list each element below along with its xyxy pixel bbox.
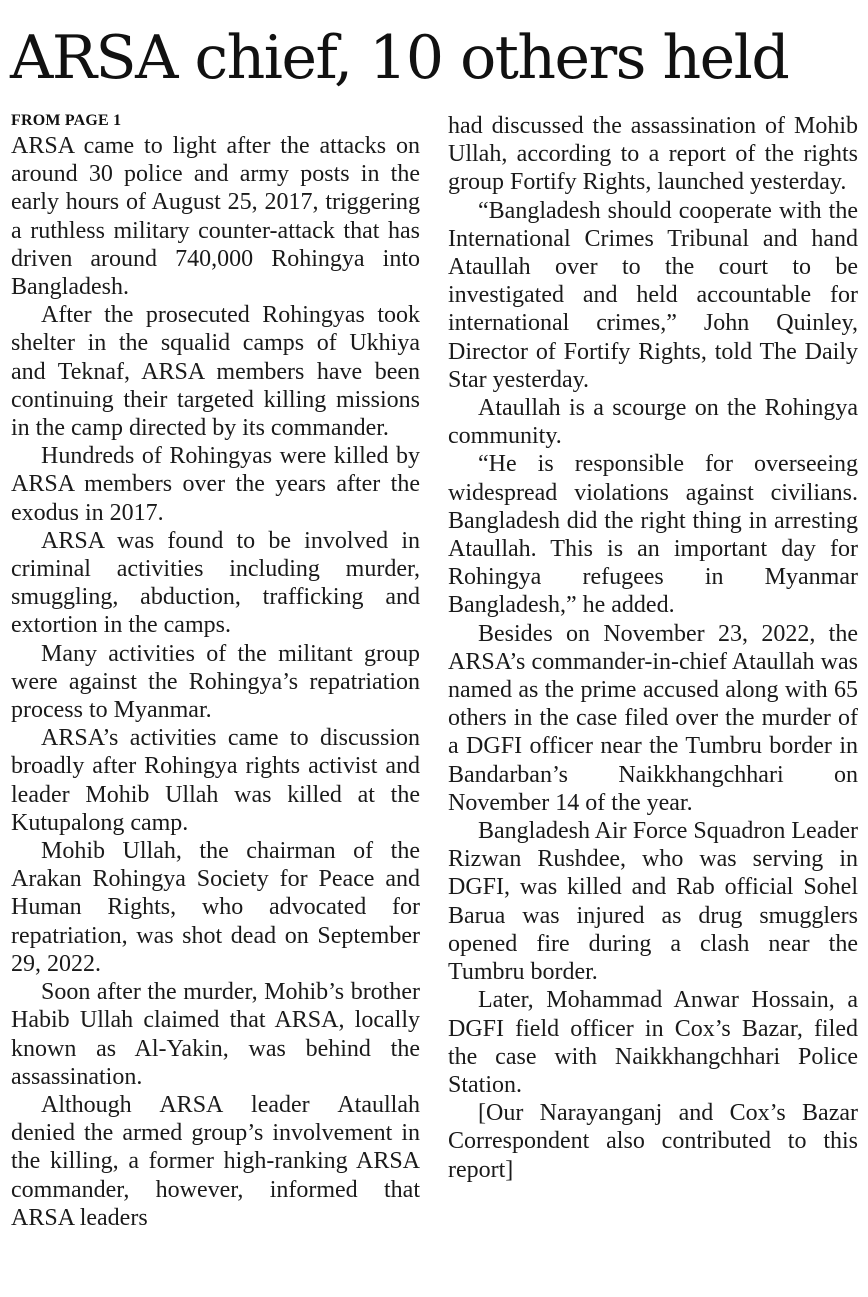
paragraph: Ataullah is a scourge on the Rohingya community. (448, 395, 858, 450)
paragraph: ARSA’s activities came to discussion broadly after Rohingya rights activist and leader Mohib Ullah was killed at the Kutupalong camp. (11, 725, 420, 836)
right-column (448, 112, 858, 1184)
paragraph: Soon after the murder, Mohib’s brother Habib Ullah claimed that ARSA, locally known as Al-Yakin, was behind the assassination. (11, 979, 420, 1090)
paragraph: Later, Mohammad Anwar Hossain, a DGFI field officer in Cox’s Bazar, filed the case with Naikkhangchhari Police Station. (448, 987, 858, 1098)
paragraph: After the prosecuted Rohingyas took shelter in the squalid camps of Ukhiya and Teknaf, ARSA members have been continuing their targeted killing missions in the camp directed by its commander. (11, 302, 420, 442)
paragraph-continuation: had discussed the assassination of Mohib Ullah, according to a report of the rights group Fortify Rights, launched yesterday. (448, 113, 858, 196)
paragraph: Hundreds of Rohingyas were killed by ARSA members over the years after the exodus in 2017. (11, 443, 420, 526)
page-jump-kicker: FROM PAGE 1 (11, 112, 122, 129)
left-column (11, 110, 420, 1232)
paragraph: “He is responsible for overseeing widespread violations against civilians. Bangladesh did the right thing in arresting Ataullah. This is an important day for Rohingya refugees in Myanmar Bangladesh,” he added. (448, 451, 858, 619)
paragraph: Besides on November 23, 2022, the ARSA’s commander-in-chief Ataullah was named as the prime accused along with 65 others in the case filed over the murder of a DGFI officer near the Tumbru border in Bandarban’s Naikkhangchhari on November 14 of the year. (448, 620, 858, 816)
paragraph: Many activities of the militant group were against the Rohingya’s repatriation process to Myanmar. (11, 640, 420, 724)
paragraph: ARSA came to light after the attacks on around 30 police and army posts in the early hours of August 25, 2017, triggering a ruthless military counter-attack that has driven around 740,000 Rohingya into Bangladesh. (11, 133, 420, 301)
headline: ARSA chief, 10 others held (10, 23, 789, 93)
paragraph: Bangladesh Air Force Squadron Leader Rizwan Rushdee, who was serving in DGFI, was killed and Rab official Sohel Barua was injured as drug smugglers opened fire during a clash near the Tumbru border. (448, 818, 858, 986)
paragraph: ARSA was found to be involved in criminal activities including murder, smuggling, abduction, trafficking and extortion in the camps. (11, 527, 420, 639)
paragraph: [Our Narayanganj and Cox’s Bazar Correspondent also contributed to this report] (448, 1100, 858, 1183)
paragraph: Although ARSA leader Ataullah denied the armed group’s involvement in the killing, a former high-ranking ARSA commander, however, informed that ARSA leaders (11, 1091, 420, 1231)
paragraph: Mohib Ullah, the chairman of the Arakan Rohingya Society for Peace and Human Rights, who advocated for repatriation, was shot dead on September 29, 2022. (11, 838, 420, 977)
paragraph: “Bangladesh should cooperate with the International Crimes Tribunal and hand Ataullah over to the court to be investigated and held accountable for international crimes,” John Quinley, Director of Fortify Rights, told The Daily Star yesterday. (448, 197, 858, 393)
